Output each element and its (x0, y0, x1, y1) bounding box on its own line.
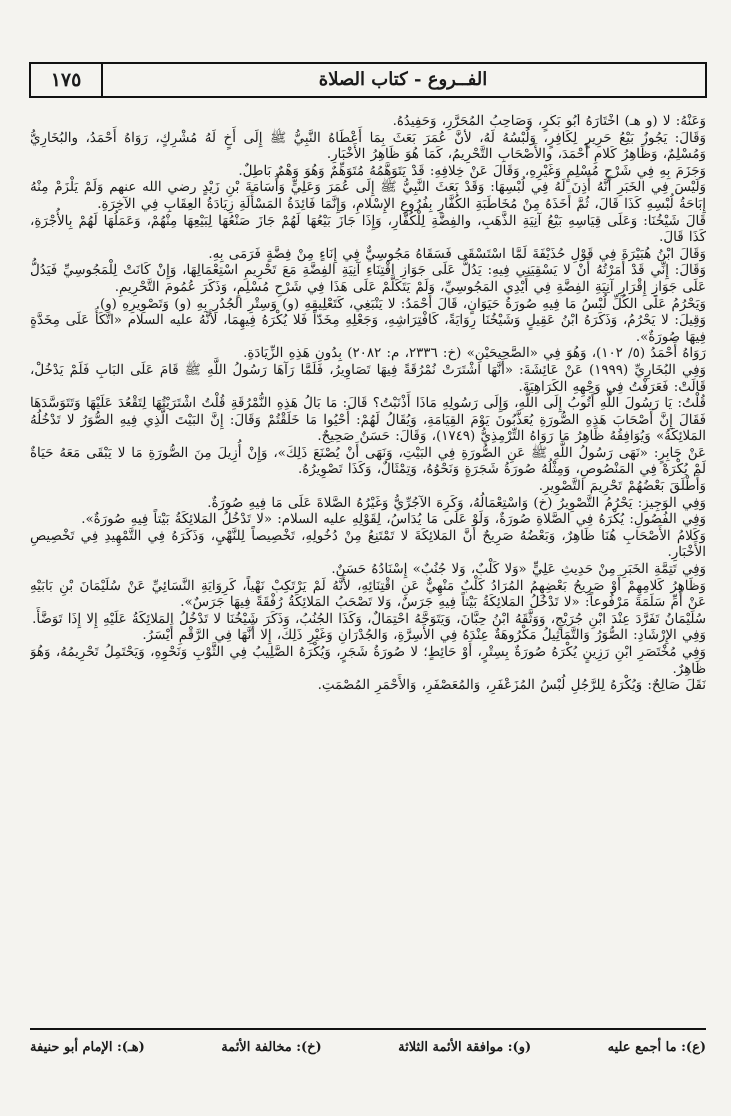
symbol-legend (30, 1036, 706, 1058)
paragraph: نَقَلَ صَالِحٌ: وَيُكْرَهُ لِلرَّجُلِ لُبْسُ المُزَعْفَرِ، وَالمُعَصْفَرِ، وَالأَحْمَرِ المُصْمَتِ. (317, 678, 706, 694)
paragraph: وَفِي مُخْتَصَرِ ابْنِ رَزِينٍ يُكْرَهُ صُورَةٌ بِسِتْرٍ، أَوْ حَائِطٍ؛ لا صُورَةُ شَجَرٍ، وَيُكْرَهُ الصَّلِيبُ فِي الثَّوْبِ وَنَحْوِهِ، وَيَحْتَمِلُ تَحْرِيمُهُ، وَهُوَ ظَاهِرٌ. (30, 645, 706, 677)
paragraph: وَفِي البُخَارِيِّ (١٩٩٩) عَنْ عَائِشَةَ: «أَنَّهَا اشْتَرَتْ نُمْرُقَةً فِيهَا تَصَاوِيرُ، فَلَمَّا رَآهَا رَسُولُ اللَّهِ ﷺ قَامَ عَلَى البَابِ فَلَمْ يَدْخُلْ، قَالَتْ: فَعَرَفْتُ فِي وَجْهِهِ الكَرَاهِيَةَ. (30, 362, 706, 395)
paragraph: وَجَزَمَ بِهِ فِي شَرْحِ مُسْلِمٍ وَغَيْرِهِ، وَقَالَ عَنْ خِلافِهِ: قَدْ يَتَوَهَّمُهُ مُتَوَهِّمٌ وَهُوَ وَهْمٌ بَاطِلٌ. (238, 163, 706, 179)
page-number: ١٧٥ (31, 64, 103, 96)
paragraph: وَظَاهِرُ كَلامِهِمْ أَوْ صَرِيحُ بَعْضِهِمُ المُرَادُ كَلْبٌ مَنْهِيٌّ عَنِ اقْتِنَائِهِ، لأَنَّهُ لَمْ يَرْتَكِبْ نَهْياً، كَرِوَايَةِ النَّسَائِيِّ عَنْ سُلَيْمَانَ بْنِ بَابَيْهِ عَنْ أُمِّ سَلَمَةَ مَرْفُوعاً: «لا تَدْخُلُ المَلائِكَةُ بَيْتاً فِيهِ جَرَسٌ، وَلا تَصْحَبُ المَلائِكَةُ رُفْقَةً فِيهَا جَرَسٌ». (30, 578, 706, 611)
paragraph: وَفِي تَتِمَّةِ الخَبَرِ مِنْ حَدِيثِ عَلِيٍّ «وَلا كَلْبٌ، وَلا جُنُبٌ» إِسْنَادُهُ حَسَنٌ. (331, 562, 706, 578)
paragraph: رَوَاهُ أَحْمَدُ (٥/ ١٠٢)، وَهُوَ فِي «الصَّحِيحَيْنِ» (خ: ٢٣٣٦، م: ٢٠٨٢) بِدُونِ هَذِهِ الزِّيَادَةِ. (243, 346, 706, 362)
page-header (29, 62, 707, 98)
legend-muwafaqa: (و): موافقة الأئمة الثلاثة (398, 1039, 532, 1055)
paragraph: وَفِي الوَجِيزِ: يَحْرُمُ التَّصْوِيرُ (خ) وَاسْتِعْمَالُهُ، وَكَرِهَ الآجُرِّيُّ وَغَيْرُهُ الصَّلاةَ عَلَى مَا فِيهِ صُورَةٌ. (207, 495, 706, 511)
paragraph: وَقِيلَ: لا يَحْرُمُ، وَذَكَرَهُ ابْنُ عَقِيلٍ وَشَيْخُنَا رِوَايَةً، كَافْتِرَاشِهِ، وَجَعْلِهِ مِخَدّاً فَلا يُكْرَهُ فِيهِمَا، لأَنَّهُ عليه السلام «اتَّكَأَ عَلَى مِخَدَّةٍ فِيهَا صُورَةٌ». (30, 313, 706, 345)
paragraph: قُلْتُ: يَا رَسُولَ اللَّهِ أَتُوبُ إِلَى اللَّهِ، وَإِلَى رَسُولِهِ مَاذَا أَذْنَبْتُ؟ قَالَ: مَا بَالُ هَذِهِ النُّمْرُقَةِ قُلْتُ اشْتَرَيْتُهَا لِتَقْعُدَ عَلَيْهَا وَتَتَوَسَّدَهَا فَقَالَ إِنَّ أَصْحَابَ هَذِهِ الصُّورَةِ يُعَذَّبُونَ يَوْمَ القِيَامَةِ، وَيُقَالُ لَهُمْ: أَحْيُوا مَا خَلَقْتُمْ وَقَالَ: إِنَّ البَيْتَ الَّذِي فِيهِ الصُّوَرُ لا تَدْخُلُهُ المَلائِكَةُ» وَيُوَافِقُهُ ظَاهِرُ مَا رَوَاهُ التِّرْمِذِيُّ (١٧٤٩)، وَقَالَ: حَسَنٌ صَحِيحٌ. (30, 396, 706, 445)
legend-abu-hanifa: (هـ): الإمام أبو حنيفة (30, 1039, 145, 1055)
paragraph: وَكَلامُ الأَصْحَابِ هُنَا ظَاهِرٌ، وَبَعْضُهُ صَرِيحٌ أَنَّ المَلائِكَةَ لا تَمْتَنِعُ مِنْ دُخُولِهِ، تَخْصِيصاً لِلنَّهْيِ، وَذَكَرَهُ فِي التَّمْهِيدِ فِي تَخْصِيصِ الأَخْبَارِ. (30, 528, 706, 561)
body-text (30, 114, 706, 1014)
legend-mukhalafa: (خ): مخالفة الأئمة (221, 1039, 322, 1055)
running-title: الفــروع - كتاب الصلاة (318, 69, 488, 90)
paragraph: وَقَالَ ابْنُ هُبَيْرَةَ فِي قَوْلِ حُذَيْفَةَ لَمَّا اسْتَسْقَى فَسَقَاهُ مَجُوسِيٌّ فِي إِنَاءٍ مِنْ فِضَّةٍ فَرَمَى بِهِ. (208, 246, 706, 262)
paragraph: قَالَ شَيْخُنَا: وَعَلَى قِيَاسِهِ بَيْعُ آنِيَةِ الذَّهَبِ، والفِضَّةِ لِلْكُفَّارِ، وَإِذَا جَازَ بَيْعُهَا لَهُمْ جَازَ صَنْعُهَا لِبَيْعِهَا مِنْهُمْ، وَعَمَلُهَا لَهُمْ بِالأُجْرَةِ، كَذَا قَالَ. (30, 213, 706, 246)
paragraph: وَفِي الفُصُولِ: يُكْرَهُ فِي الصَّلاةِ صُورَةٌ، وَلَوْ عَلَى مَا يُدَاسُ، لِقَوْلِهِ عليه السلام: «لا تَدْخُلُ المَلائِكَةُ بَيْتاً فِيهِ صُورَةٌ». (81, 512, 706, 528)
paragraph: وَقَالَ: يَجُوزُ بَيْعُ حَرِيرٍ لِكَافِرٍ، وَلُبْسُهُ لَهُ، لأنَّ عُمَرَ بَعَثَ بِمَا أَعْطَاهُ النَّبِيُّ ﷺ إِلَى أَخٍ لَهُ مُشْرِكٍ، رَوَاهُ أَحْمَدُ، والبُخَارِيُّ وَمُسْلِمٌ، وَظَاهِرُ كَلامِ أَحْمَدَ، والأَصْحَابِ التَّحْرِيمُ، كَمَا هُوَ ظَاهِرُ الأَخْبَارِ. (30, 130, 706, 163)
paragraph: وَأَطْلَقَ بَعْضُهُمْ تَحْرِيمَ التَّصْوِيرِ. (538, 479, 706, 495)
paragraph: وَيَحْرُمُ عَلَى الكُلِّ لُبْسُ مَا فِيهِ صُورَةُ حَيَوَانٍ، قَالَ أَحْمَدُ: لا يَنْبَغِي، كَتَعْلِيقِهِ (و) وَسِتْرِ الجُدُرِ بِهِ (و) وَتَصْوِيرِهِ (و). (95, 296, 706, 312)
legend-ijma: (ع): ما أجمع عليه (607, 1039, 706, 1055)
paragraph: وَعَنْهُ: لا (و هـ) اخْتَارَهُ أَبُو بَكْرٍ، وَصَاحِبُ المُحَرَّرِ، وَحَفِيدُهُ. (392, 114, 706, 129)
paragraph: وَفِي الإِرْشَادِ: الصُّوَرُ وَالتَّمَاثِيلُ مَكْرُوهَةٌ عِنْدَهُ فِي الأَسِرَّةِ، وَالجُدْرَانِ وَغَيْرِ ذَلِكَ، إِلا أَنَّهَا فِي الرَّقْمِ أَيْسَرُ. (142, 628, 706, 644)
paragraph: وَقَالَ: إِنِّي قَدْ أَمَرْتُهُ أَنْ لا يَسْقِيَنِي فِيهِ: يَدُلُّ عَلَى جَوَازِ اقْتِنَاءِ آنِيَةِ الفِضَّةِ مَعَ تَحْرِيمِ اسْتِعْمَالِهَا، وَإِنْ كَانَتْ لِلْمَجُوسِيِّ فَيَدُلُّ عَلَى جَوَازِ إِقْرَارِ آنِيَةِ الفِضَّةِ فِي أَيْدِي المَجُوسِيِّ، وَلَمْ يَتَكَلَّمْ عَلَى هَذَا فِي شَرْحِ مُسْلِمٍ، وَذَكَرَ عُمُومَ التَّحْرِيمِ. (30, 263, 706, 295)
paragraph: سُلَيْمَانُ تَفَرَّدَ عِنْدَ ابْنِ جُرَيْجٍ، وَوَثَّقَهُ ابْنُ حِبَّانَ، وَيَتَوَجَّهُ احْتِمَالٌ، وَكَذَا الجُنُبُ، وَذَكَرَ شَيْخُنَا لا تَدْخُلُ المَلائِكَةُ عَلَيْهِ إِلا إِذَا تَوَضَّأَ. (32, 611, 706, 627)
paragraph: عَنْ جَابِرٍ: «نَهَى رَسُولُ اللَّهِ ﷺ عَنِ الصُّورَةِ فِي البَيْتِ، وَنَهَى أَنْ يُصْنَعَ ذَلِكَ»، وَإِنْ أُزِيلَ مِنَ الصُّورَةِ مَا لا يَبْقَى مَعَهُ حَيَاةٌ لَمْ يُكْرَهْ فِي المَنْصُوصِ، وَمِثْلُهُ صُورَةُ شَجَرَةٍ وَنَحْوُهُ، وَتِمْثَالٌ، وَكَذَا تَصْوِيرُهُ. (30, 445, 706, 478)
paragraph: وَلَيْسَ فِي الخَبَرِ أَنَّهُ أَذِنَ لَهُ فِي لُبْسِهَا: وَقَدْ بَعَثَ النَّبِيُّ ﷺ إِلَى عُمَرَ وَعَلِيٍّ وَأُسَامَةَ بْنِ زَيْدٍ رضي الله عنهم وَلَمْ يَلْزَمْ مِنْهُ إِبَاحَةُ لُبْسِهِ كَذَا قَالَ، ثُمَّ أَخَذَهُ مِنْ مُخَاطَبَةِ الكُفَّارِ بِفُرُوعِ الإِسْلامِ، وَإِنَّمَا فَائِدَةُ المَسْأَلَةِ زِيَادَةُ العِقَابِ فِي الآخِرَةِ. (30, 180, 706, 212)
footer-divider (30, 1028, 706, 1030)
